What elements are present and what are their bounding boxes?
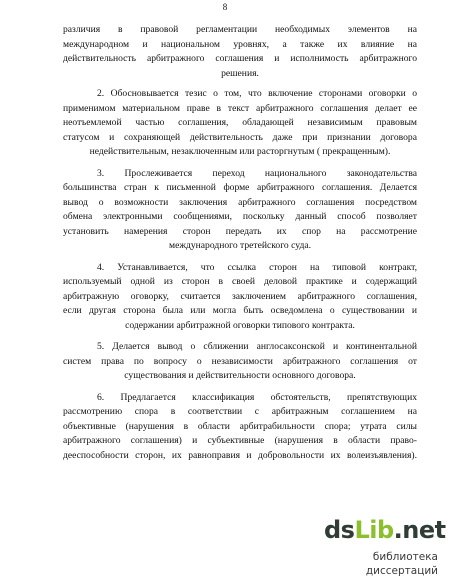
paragraph-line: объективные (нарушения в области арбитрабильности спора; утрата силы — [63, 420, 417, 432]
paragraph-line: применимом материальном праве в текст арбитражного соглашения делает ее — [63, 102, 417, 114]
paragraph-line: 6. Предлагается классификация обстоятельств, препятствующих — [97, 391, 417, 403]
paragraph-line: вывод о возможности заключения арбитражного соглашения посредством — [63, 196, 417, 208]
paragraph-line: 3. Прослеживается переход национального законодательства — [97, 167, 417, 179]
paragraph-line: действительность арбитражного соглашения и исполнимость арбитражного — [63, 53, 417, 64]
watermark-tagline: библиотека диссертаций — [365, 551, 438, 577]
document-body — [63, 23, 417, 463]
paragraph-2 — [63, 87, 417, 160]
paragraph-line: различия в правовой регламентации необходимых элементов на — [63, 24, 417, 35]
page-number: 8 — [222, 2, 228, 12]
paragraph-1 — [63, 23, 417, 81]
paragraph-6 — [63, 391, 417, 464]
paragraph-line: дееспособности сторон, их равноправия и добровольности их волеизъявления). — [63, 449, 417, 461]
paragraph-line: международного третейского суда. — [169, 240, 311, 251]
paragraph-line: если другая сторона была или могла быть осведомлена о существовании и — [63, 305, 417, 316]
paragraph-5 — [63, 340, 417, 384]
paragraph-line: неотъемлемой частью соглашения, обладающей независимым правовым — [63, 117, 417, 128]
paragraph-line: статусом и сохраняющей действительность даже при признании договора — [63, 131, 417, 143]
dslib-watermark — [310, 516, 446, 577]
paragraph-3 — [63, 167, 417, 254]
logo-text-net: .net — [393, 516, 446, 544]
logo-text-lib: Lib — [354, 516, 394, 544]
paragraph-line: 4. Устанавливается, что ссылка сторон на типовой контракт, — [97, 261, 417, 273]
paragraph-line: используемый одной из сторон в своей деловой практике и содержащий — [63, 276, 417, 287]
paragraph-line: установить намерения сторон передать их спор на рассмотрение — [63, 225, 417, 237]
paragraph-line: содержании арбитражной оговорки типового контракта. — [125, 319, 355, 331]
paragraph-line: международном и национальном уровнях, а также их влияние на — [63, 38, 417, 50]
paragraph-line: решения. — [221, 67, 259, 79]
paragraph-line: рассмотрению спора в соответствии с арбитражным соглашением на — [63, 406, 417, 417]
paragraph-line: недействительным, незаключенным или расторгнутым ( прекращенным). — [89, 146, 391, 157]
paragraph-line: 5. Делается вывод о сближении англосаксонской и континентальной — [97, 341, 417, 352]
paragraph-line: систем права по вопросу о независимости арбитражного соглашения от — [63, 355, 417, 367]
paragraph-line: обмена электронными сообщениями, поскольку данный способ позволяет — [63, 211, 417, 222]
paragraph-line: арбитражного соглашения) и субъективные (нарушения в области право- — [63, 435, 417, 446]
dslib-logo — [324, 516, 446, 544]
logo-text-ds: ds — [324, 516, 355, 544]
paragraph-line: большинства стран к письменной форме арбитражного соглашения. Делается — [63, 182, 417, 193]
paragraph-line: 2. Обосновывается тезис о том, что включение сторонами оговорки о — [97, 88, 417, 99]
paragraph-line: существования и действительности основного договора. — [124, 370, 356, 381]
paragraph-line: арбитражную оговорку, считается заключением арбитражного соглашения, — [63, 290, 417, 302]
paragraph-4 — [63, 261, 417, 334]
